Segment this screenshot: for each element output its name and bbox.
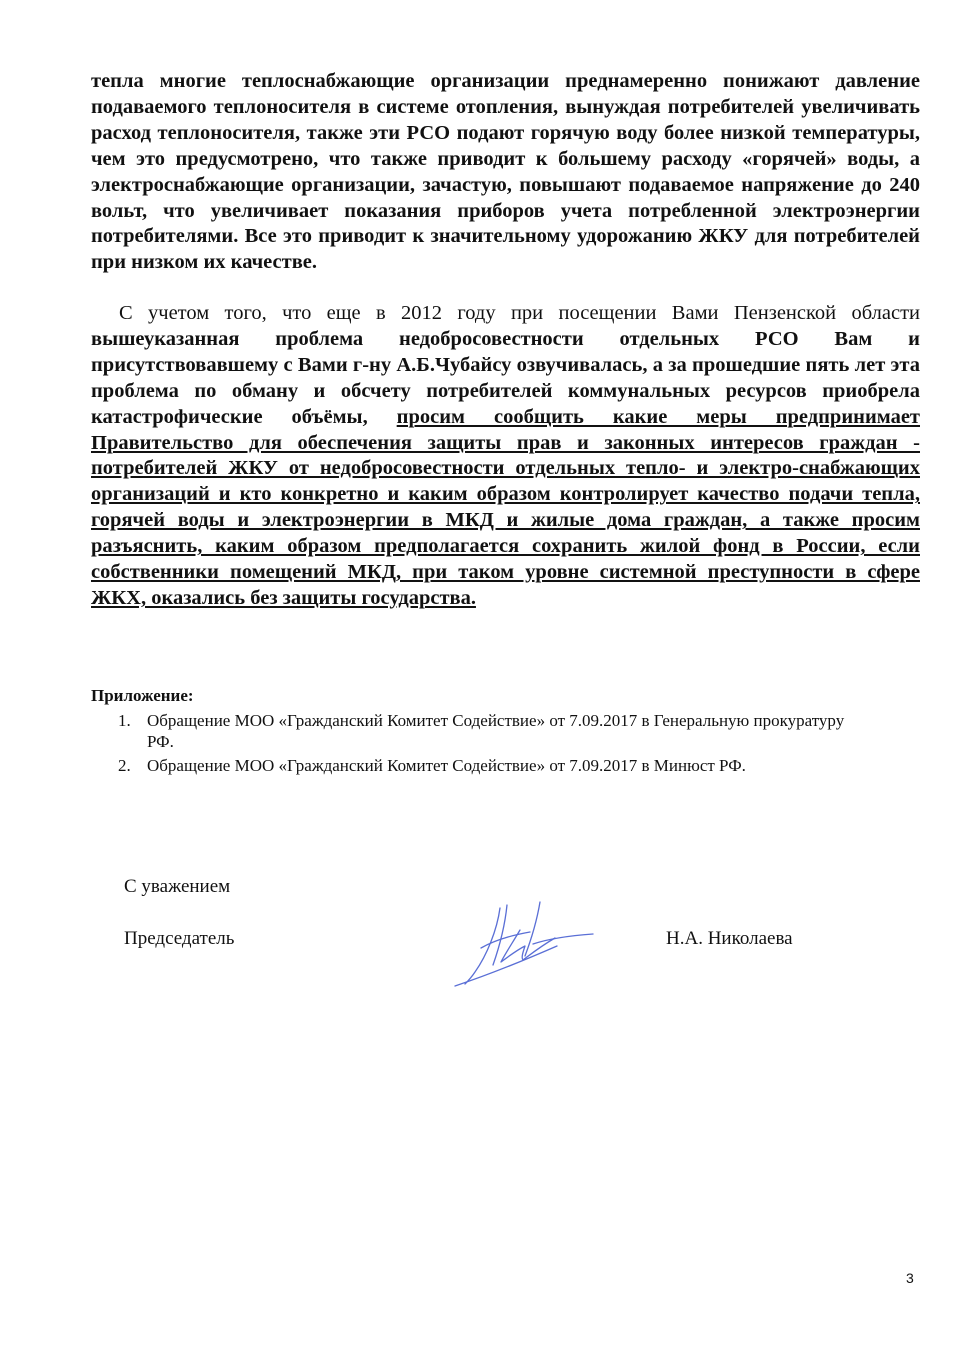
- list-item: [91, 755, 871, 776]
- signer-position: Председатель: [124, 928, 235, 949]
- body-paragraph-1: тепла многие теплоснабжающие организации преднамеренно понижают давление подаваемого теплоносителя в системе отопления, вынуждая потребителей увеличивать расход теплоносителя, также эти РСО подают горячую воду более низкой температуры, чем это предусмотрено, что также приводит к большему расходу «горячей» воды, а электроснабжающие организации, зачастую, повышают подаваемое напряжение до 240 вольт, что увеличивает показания приборов учета потребленной электроэнергии потребителями. Все это приводит к значительному удорожанию ЖКУ для потребителей при низком их качестве.: [91, 70, 920, 274]
- page-number: 3: [906, 1270, 914, 1286]
- body-paragraph-2: [91, 301, 920, 612]
- closing-phrase: С уважением: [124, 876, 231, 897]
- list-item-text: Обращение МОО «Гражданский Комитет Содействие» от 7.09.2017 в Минюст РФ.: [147, 756, 746, 775]
- signer-name: Н.А. Николаева: [666, 928, 793, 949]
- list-item: [91, 710, 871, 752]
- paragraph-2-bold: вышеуказанная проблема недобросовестности отдельных РСО Вам и присутствовавшему с Вами г-ну А.Б.Чубайсу озвучивалась, а за прошедшие пять лет эта проблема по обману и обсчету потребителей коммунальных ресурсов приобрела катастрофические объёмы,: [91, 327, 920, 428]
- signature: [445, 890, 605, 1000]
- appendix-list: [91, 710, 871, 779]
- list-item-text: Обращение МОО «Гражданский Комитет Содействие» от 7.09.2017 в Генеральную прокуратуру РФ.: [147, 711, 845, 751]
- list-item-number: 2.: [118, 756, 131, 775]
- paragraph-2-intro: С учетом того, что еще в 2012 году при посещении Вами Пензенской области: [119, 302, 920, 324]
- list-item-number: 1.: [118, 711, 131, 730]
- paragraph-2-request: просим сообщить какие меры предпринимает Правительство для обеспечения защиты прав и законных интересов граждан - потребителей ЖКУ от недобросовестности отдельных тепло- и электро-снабжающих организаций и кто конкретно и каким образом контролирует качество подачи тепла, горячей воды и электроэнергии в МКД и жилые дома граждан, а также просим разъяснить, каким образом предполагается сохранить жилой фонд в России, если собственники помещений МКД, при таком уровне системной преступности в сфере ЖКХ, оказались без защиты государства.: [91, 405, 920, 609]
- appendix-title: Приложение:: [91, 686, 194, 705]
